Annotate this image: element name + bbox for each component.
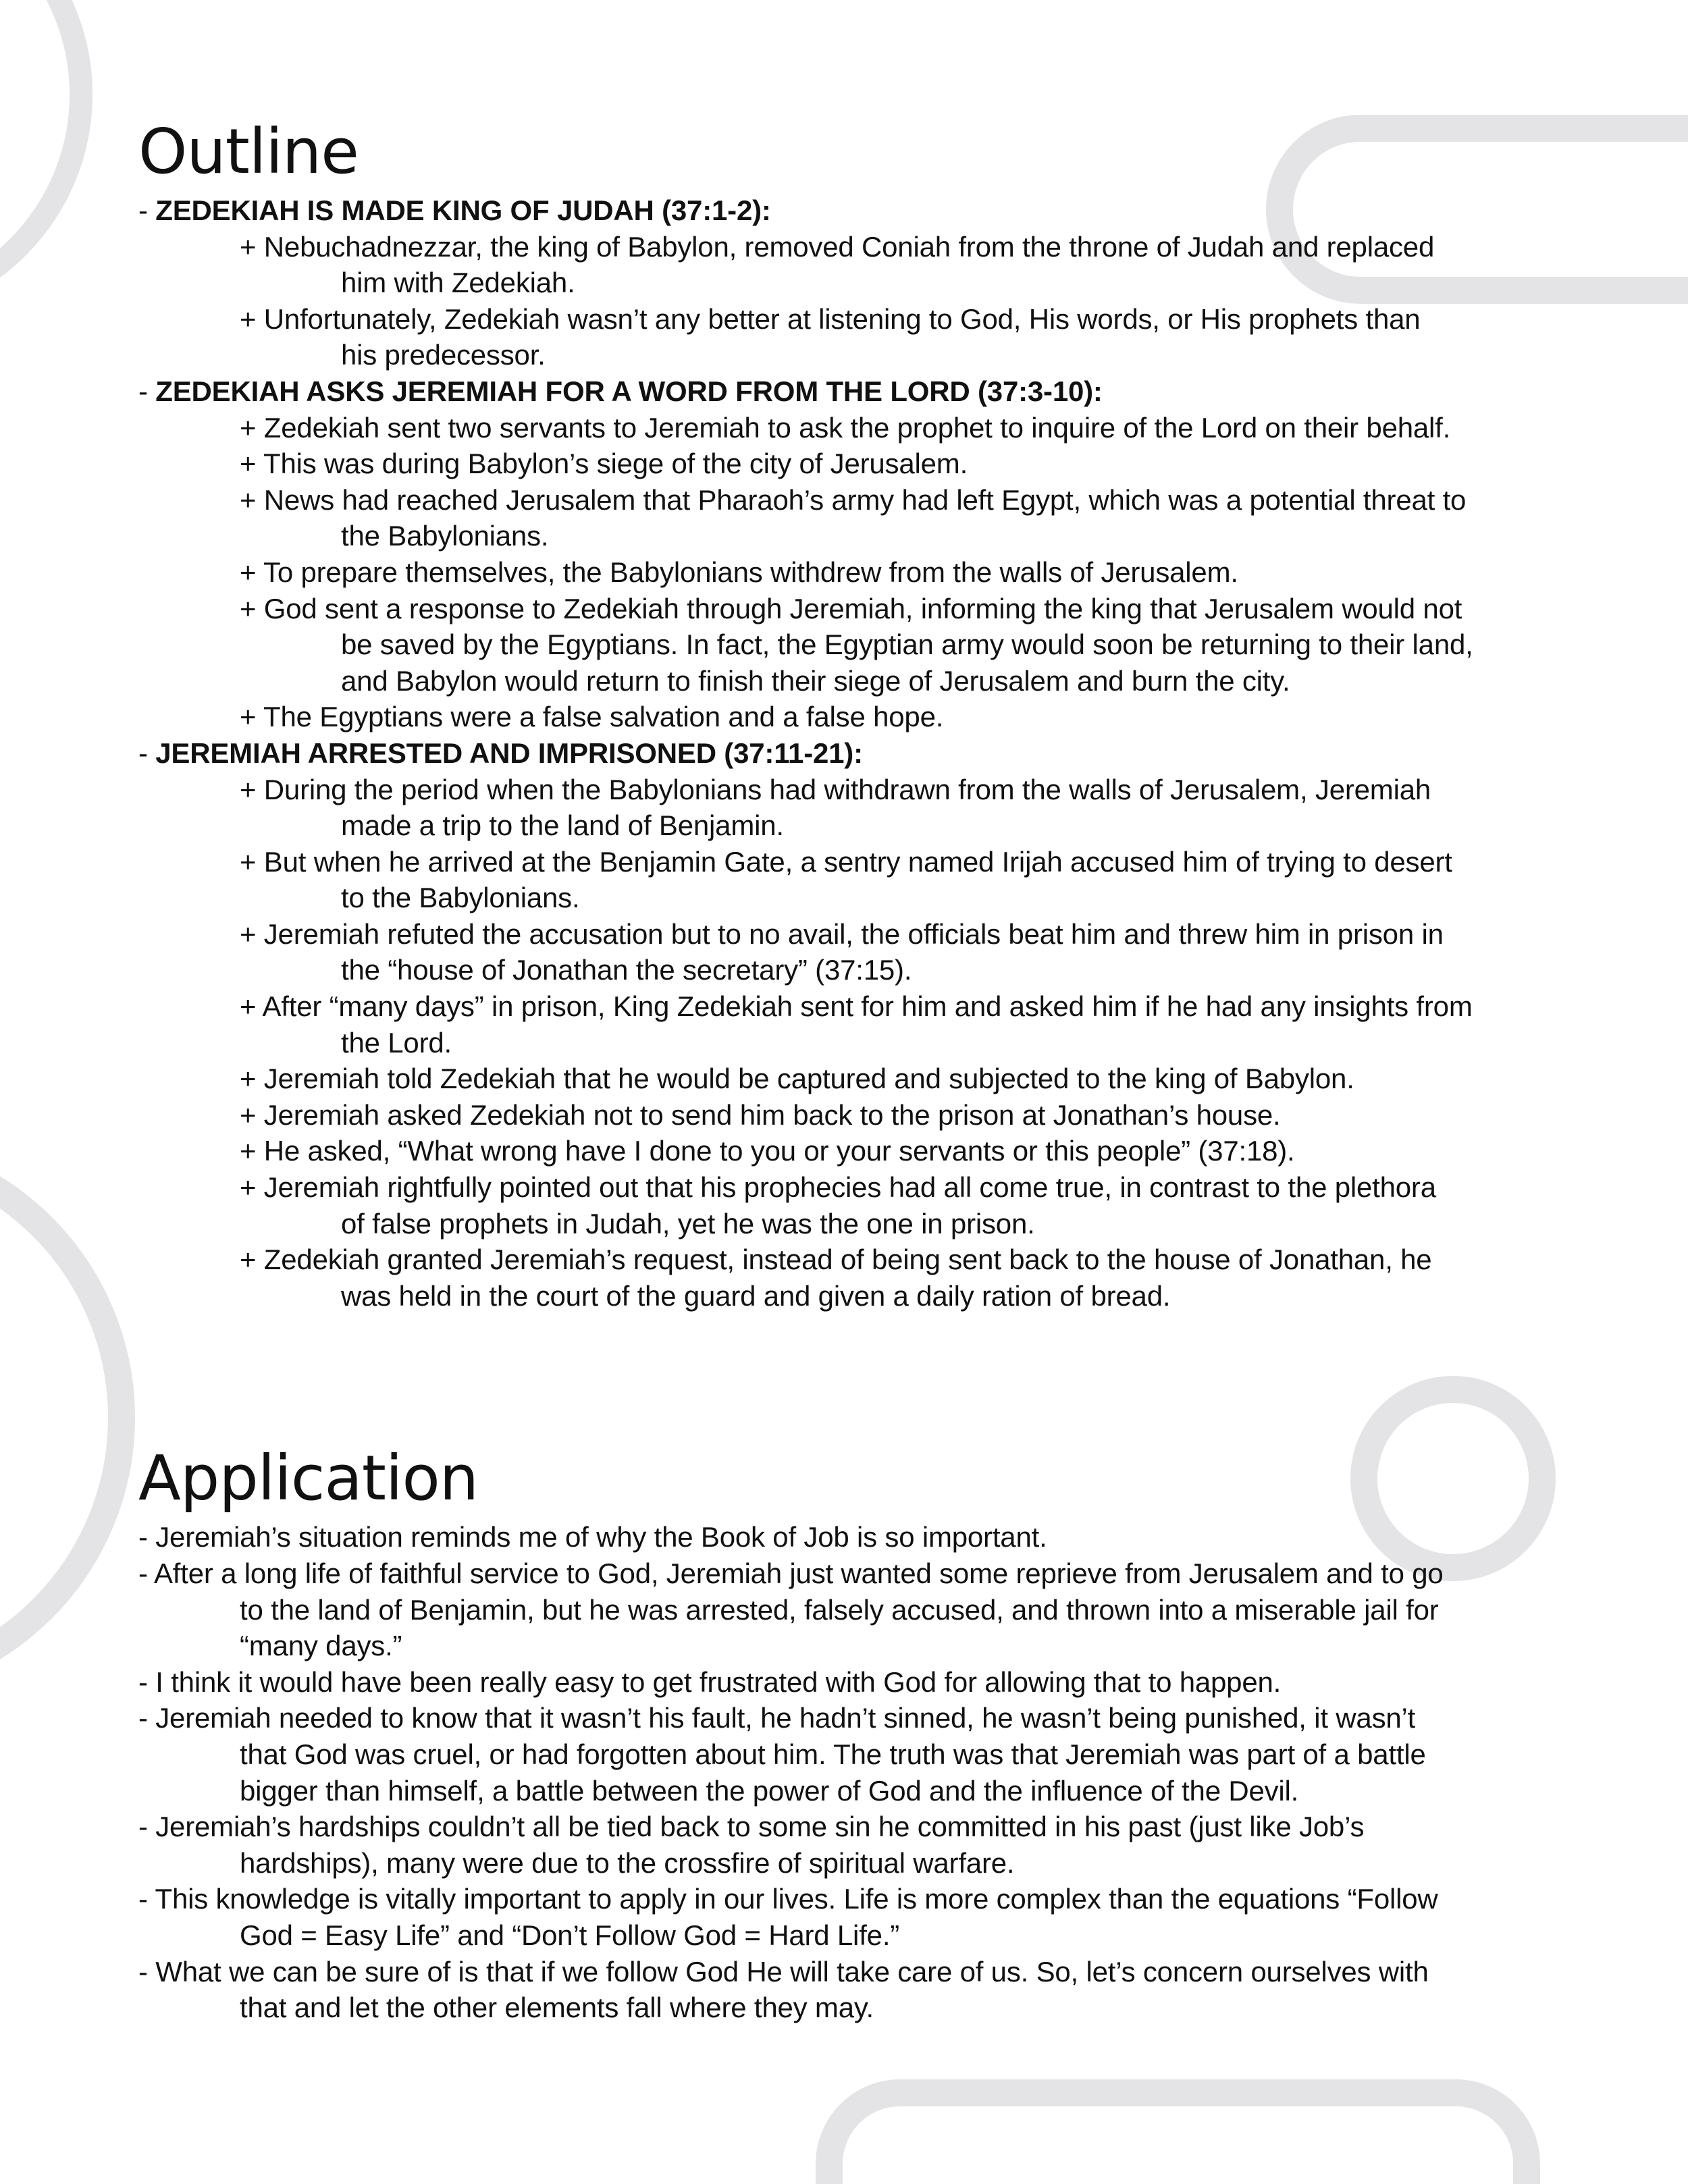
point-continuation: that God was cruel, or had forgotten about him. The truth was that Jeremiah was part of a battle [240,1738,1426,1770]
point-continuation: hardships), many were due to the crossfire of spiritual warfare. [240,1846,1015,1879]
point-line: - Jeremiah’s situation reminds me of why the Book of Job is so important. [138,1521,1047,1553]
point-line: + To prepare themselves, the Babylonians withdrew from the walls of Jerusalem. [240,556,1238,588]
point-continuation: that and let the other elements fall where they may. [240,1992,874,2024]
page-content [138,111,1570,2026]
decor-ring-left-middle [0,1148,122,1688]
point-line: + During the period when the Babylonians had withdrawn from the walls of Jerusalem, Jeremiah [240,773,1431,805]
point-line: + Jeremiah asked Zedekiah not to send him back to the prison at Jonathan’s house. [240,1098,1281,1131]
point-continuation: him with Zedekiah. [341,267,575,299]
section-heading-text: JEREMIAH ARRESTED AND IMPRISONED (37:11-21): [155,737,863,769]
outline-point [138,482,1570,554]
point-line: + The Egyptians were a false salvation and a false hope. [240,701,944,733]
point-continuation: made a trip to the land of Benjamin. [341,809,784,842]
decor-arch-bottom [829,2093,1527,2184]
section-heading-prefix: - [138,375,156,407]
point-line: + After “many days” in prison, King Zedekiah sent for him and asked him if he had any insights from [240,990,1473,1023]
outline-point [138,554,1570,591]
application-point [138,1700,1570,1809]
outline-point [138,1061,1570,1097]
outline-title: Outline [138,115,359,188]
application-point [138,1809,1570,1881]
point-continuation: the Babylonians. [341,520,549,552]
point-line: + Zedekiah granted Jeremiah’s request, instead of being sent back to the house of Jonathan, he [240,1244,1432,1276]
point-continuation: God = Easy Life” and “Don’t Follow God = Hard Life.” [240,1919,900,1951]
point-continuation: was held in the court of the guard and given a daily ration of bread. [341,1279,1171,1312]
point-line: - Jeremiah needed to know that it wasn’t his fault, he hadn’t sinned, he wasn’t being punished, it wasn’t [138,1702,1416,1734]
application-point [138,1954,1570,2026]
outline-point [138,844,1570,916]
point-continuation: of false prophets in Judah, yet he was the one in prison. [341,1207,1035,1240]
section-heading [138,192,1570,229]
outline-list [138,192,1570,1314]
point-continuation: the “house of Jonathan the secretary” (37:15). [341,954,912,986]
point-line: + Jeremiah rightfully pointed out that his prophecies had all come true, in contrast to the plethora [240,1171,1436,1204]
point-line: - Jeremiah’s hardships couldn’t all be tied back to some sin he committed in his past (just like Job’s [138,1811,1365,1843]
outline-point [138,772,1570,844]
point-continuation: bigger than himself, a battle between the power of God and the influence of the Devil. [240,1774,1299,1807]
point-continuation: the Lord. [341,1026,452,1059]
application-point [138,1519,1570,1555]
outline-point [138,301,1570,373]
section-heading-text: ZEDEKIAH ASKS JEREMIAH FOR A WORD FROM THE LORD (37:3-10): [155,375,1103,407]
point-continuation: to the Babylonians. [341,882,580,914]
outline-point [138,591,1570,699]
point-line: + Unfortunately, Zedekiah wasn’t any better at listening to God, His words, or His prophets than [240,302,1421,335]
point-line: + News had reached Jerusalem that Pharaoh’s army had left Egypt, which was a potential threat to [240,483,1467,516]
outline-section [138,111,1570,1314]
point-line: + Jeremiah refuted the accusation but to no avail, the officials beat him and threw him in prison in [240,917,1444,950]
point-line: + But when he arrived at the Benjamin Gate, a sentry named Irijah accused him of trying to desert [240,845,1452,878]
outline-point [138,1097,1570,1134]
outline-point [138,1169,1570,1242]
outline-point [138,916,1570,988]
point-line: + Nebuchadnezzar, the king of Babylon, removed Coniah from the throne of Judah and replaced [240,230,1435,263]
application-point [138,1664,1570,1701]
point-line: + Jeremiah told Zedekiah that he would be captured and subjected to the king of Babylon. [240,1063,1354,1095]
point-continuation: to the land of Benjamin, but he was arrested, falsely accused, and thrown into a miserable jail for [240,1593,1439,1626]
section-heading-text: ZEDEKIAH IS MADE KING OF JUDAH (37:1-2): [155,194,771,226]
application-title: Application [138,1442,479,1515]
application-list [138,1519,1570,2025]
application-point [138,1881,1570,1953]
point-line: + This was during Babylon’s siege of the city of Jerusalem. [240,448,968,480]
outline-point [138,446,1570,482]
point-line: - After a long life of faithful service to God, Jeremiah just wanted some reprieve from Jerusalem and to go [138,1557,1444,1589]
point-line: - This knowledge is vitally important to apply in our lives. Life is more complex than the equations “Follow [138,1883,1438,1915]
outline-point [138,988,1570,1061]
application-point [138,1555,1570,1664]
section-heading-prefix: - [138,194,156,226]
section-heading-prefix: - [138,737,156,769]
point-continuation: his predecessor. [341,339,546,371]
point-continuation: “many days.” [240,1630,402,1662]
point-line: - I think it would have been really easy to get frustrated with God for allowing that to happen. [138,1666,1282,1698]
outline-point [138,699,1570,735]
point-line: + God sent a response to Zedekiah through Jeremiah, informing the king that Jerusalem would not [240,592,1462,624]
decor-ring-top-left [0,0,81,311]
application-section [138,1438,1570,2025]
point-line: + Zedekiah sent two servants to Jeremiah to ask the prophet to inquire of the Lord on their behalf. [240,411,1451,444]
outline-point [138,410,1570,446]
point-line: + He asked, “What wrong have I done to you or your servants or this people” (37:18). [240,1135,1295,1167]
point-line: - What we can be sure of is that if we follow God He will take care of us. So, let’s concern ourselves with [138,1955,1429,1988]
outline-point [138,1242,1570,1314]
point-continuation: be saved by the Egyptians. In fact, the Egyptian army would soon be returning to their land, [341,629,1473,661]
point-continuation: and Babylon would return to finish their siege of Jerusalem and burn the city. [341,664,1290,697]
section-heading [138,373,1570,410]
outline-point [138,229,1570,301]
outline-point [138,1133,1570,1169]
section-heading [138,735,1570,772]
